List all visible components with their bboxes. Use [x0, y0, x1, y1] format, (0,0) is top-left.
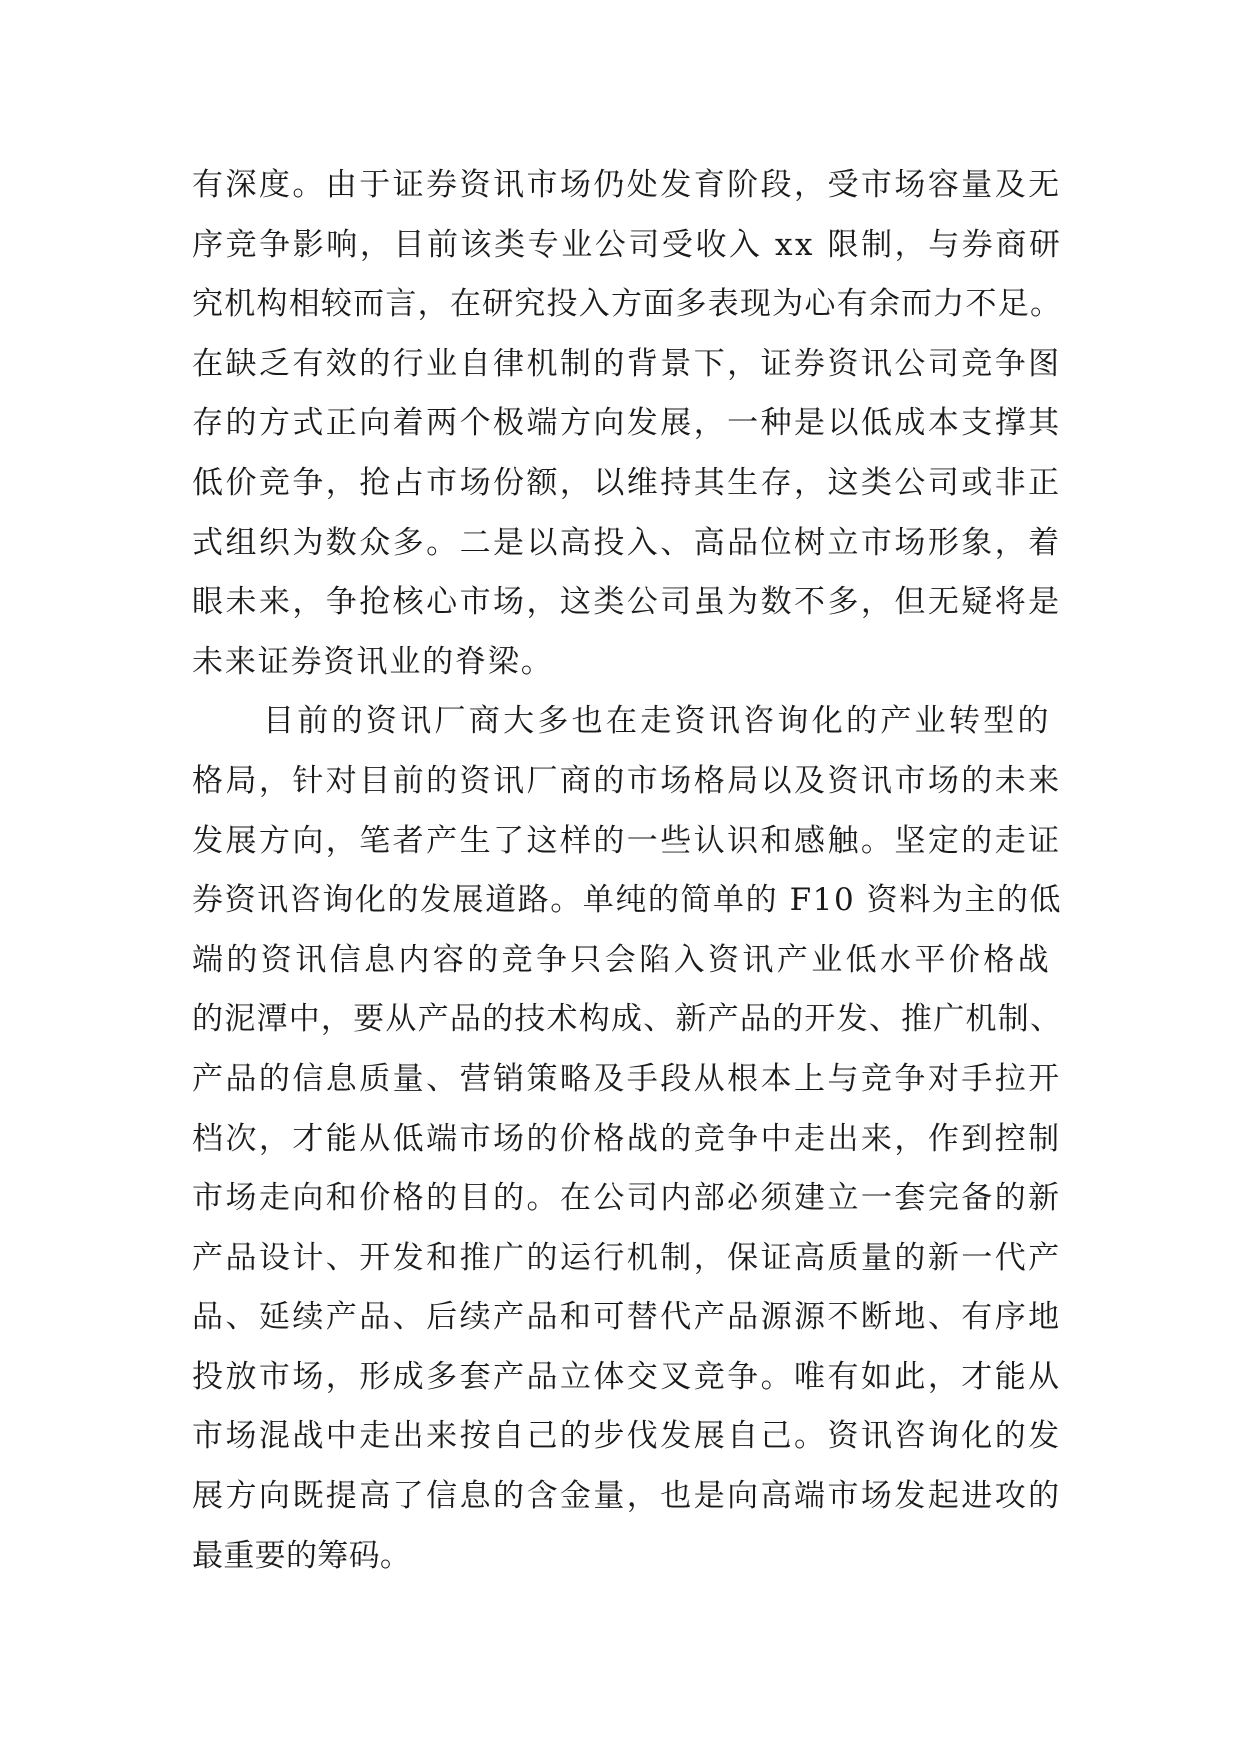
text-line: 有深度。由于证券资讯市场仍处发育阶段，受市场容量及无 — [192, 167, 1062, 203]
paragraph-first-line: 目前的资讯厂商大多也在走资讯咨询化的产业转型的 — [263, 703, 1052, 740]
text-line: 序竞争影响，目前该类专业公司受收入 xx 限制，与券商研 — [192, 226, 1063, 263]
text-line: 券资讯咨询化的发展道路。单纯的简单的 F10 资料为主的低 — [192, 882, 1063, 919]
text-line: 市场混战中走出来按自己的步伐发展自己。资讯咨询化的发 — [192, 1418, 1062, 1455]
text-line: 发展方向，笔者产生了这样的一些认识和感触。坚定的走证 — [192, 822, 1062, 859]
text-line: 格局，针对目前的资讯厂商的市场格局以及资讯市场的未来 — [192, 762, 1062, 799]
text-line: 端的资讯信息内容的竞争只会陷入资讯产业低水平价格战 — [192, 941, 1052, 978]
text-line: 产品设计、开发和推广的运行机制，保证高质量的新一代产 — [192, 1239, 1062, 1276]
text-line: 的泥潭中，要从产品的技术构成、新产品的开发、推广机制、 — [192, 1001, 1063, 1038]
text-line: 品、延续产品、后续产品和可替代产品源源不断地、有序地 — [192, 1299, 1062, 1336]
text-line: 投放市场，形成多套产品立体交叉竞争。唯有如此，才能从 — [192, 1358, 1062, 1395]
text-line: 档次，才能从低端市场的价格战的竞争中走出来，作到控制 — [192, 1120, 1062, 1157]
text-line: 市场走向和价格的目的。在公司内部必须建立一套完备的新 — [192, 1180, 1062, 1217]
text-line: 产品的信息质量、营销策略及手段从根本上与竞争对手拉开 — [192, 1060, 1062, 1097]
text-line: 展方向既提高了信息的含金量，也是向高端市场发起进攻的 — [192, 1478, 1062, 1515]
text-line: 最重要的筹码。 — [192, 1537, 412, 1574]
text-line: 眼未来，争抢核心市场，这类公司虽为数不多，但无疑将是 — [192, 584, 1062, 621]
text-line: 在缺乏有效的行业自律机制的背景下，证券资讯公司竞争图 — [192, 345, 1062, 382]
text-line: 未来证券资讯业的脊梁。 — [192, 643, 554, 680]
text-line: 究机构相较而言，在研究投入方面多表现为心有余而力不足。 — [192, 286, 1063, 323]
text-line: 存的方式正向着两个极端方向发展，一种是以低成本支撑其 — [192, 405, 1062, 442]
body-text — [192, 156, 1092, 1586]
text-line: 式组织为数众多。二是以高投入、高品位树立市场形象，着 — [192, 524, 1062, 561]
text-line: 低价竞争，抢占市场份额，以维持其生存，这类公司或非正 — [192, 464, 1062, 501]
